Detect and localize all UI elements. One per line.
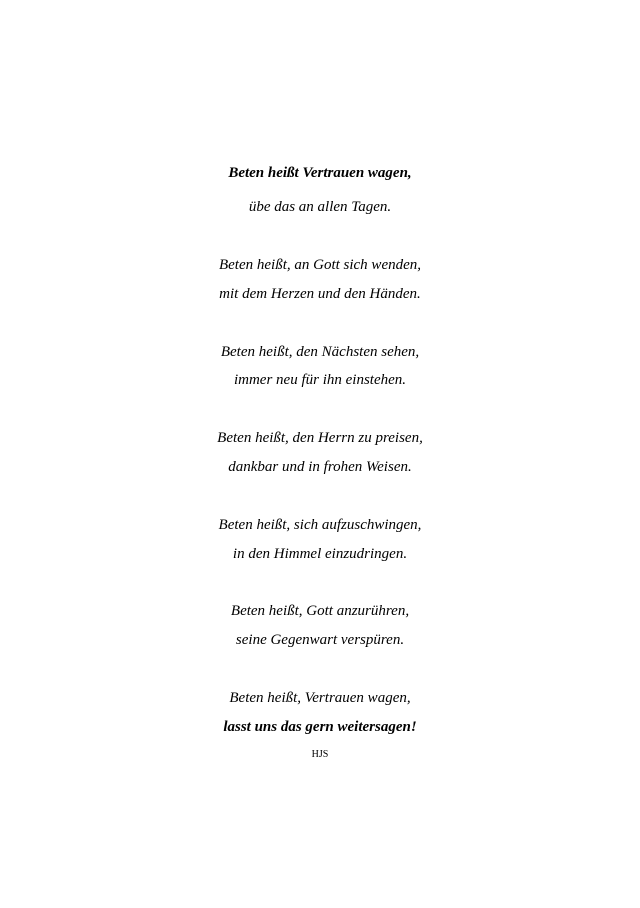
poem-line-6: immer neu für ihn einstehen. <box>233 372 407 388</box>
author-initials: HJS <box>311 749 329 760</box>
poem-line-1: Beten heißt Vertrauen wagen, <box>228 165 412 181</box>
poem-line-7: Beten heißt, den Herrn zu preisen, <box>217 430 423 446</box>
poem-line-5: Beten heißt, den Nächsten sehen, <box>220 344 420 360</box>
poem-line-11: Beten heißt, Gott anzurühren, <box>230 603 410 619</box>
poem-line-2: übe das an allen Tagen. <box>248 199 392 215</box>
poem-line-4: mit dem Herzen und den Händen. <box>219 286 421 302</box>
poem-line-12: seine Gegenwart verspüren. <box>235 632 405 648</box>
poem-line-13: Beten heißt, Vertrauen wagen, <box>229 690 411 706</box>
poem-line-8: dankbar und in frohen Weisen. <box>228 459 412 475</box>
poem-line-10: in den Himmel einzudringen. <box>232 546 408 562</box>
poem-line-3: Beten heißt, an Gott sich wenden, <box>218 257 422 273</box>
poem-line-9: Beten heißt, sich aufzuschwingen, <box>218 517 422 533</box>
poem-line-14: lasst uns das gern weitersagen! <box>223 719 417 735</box>
